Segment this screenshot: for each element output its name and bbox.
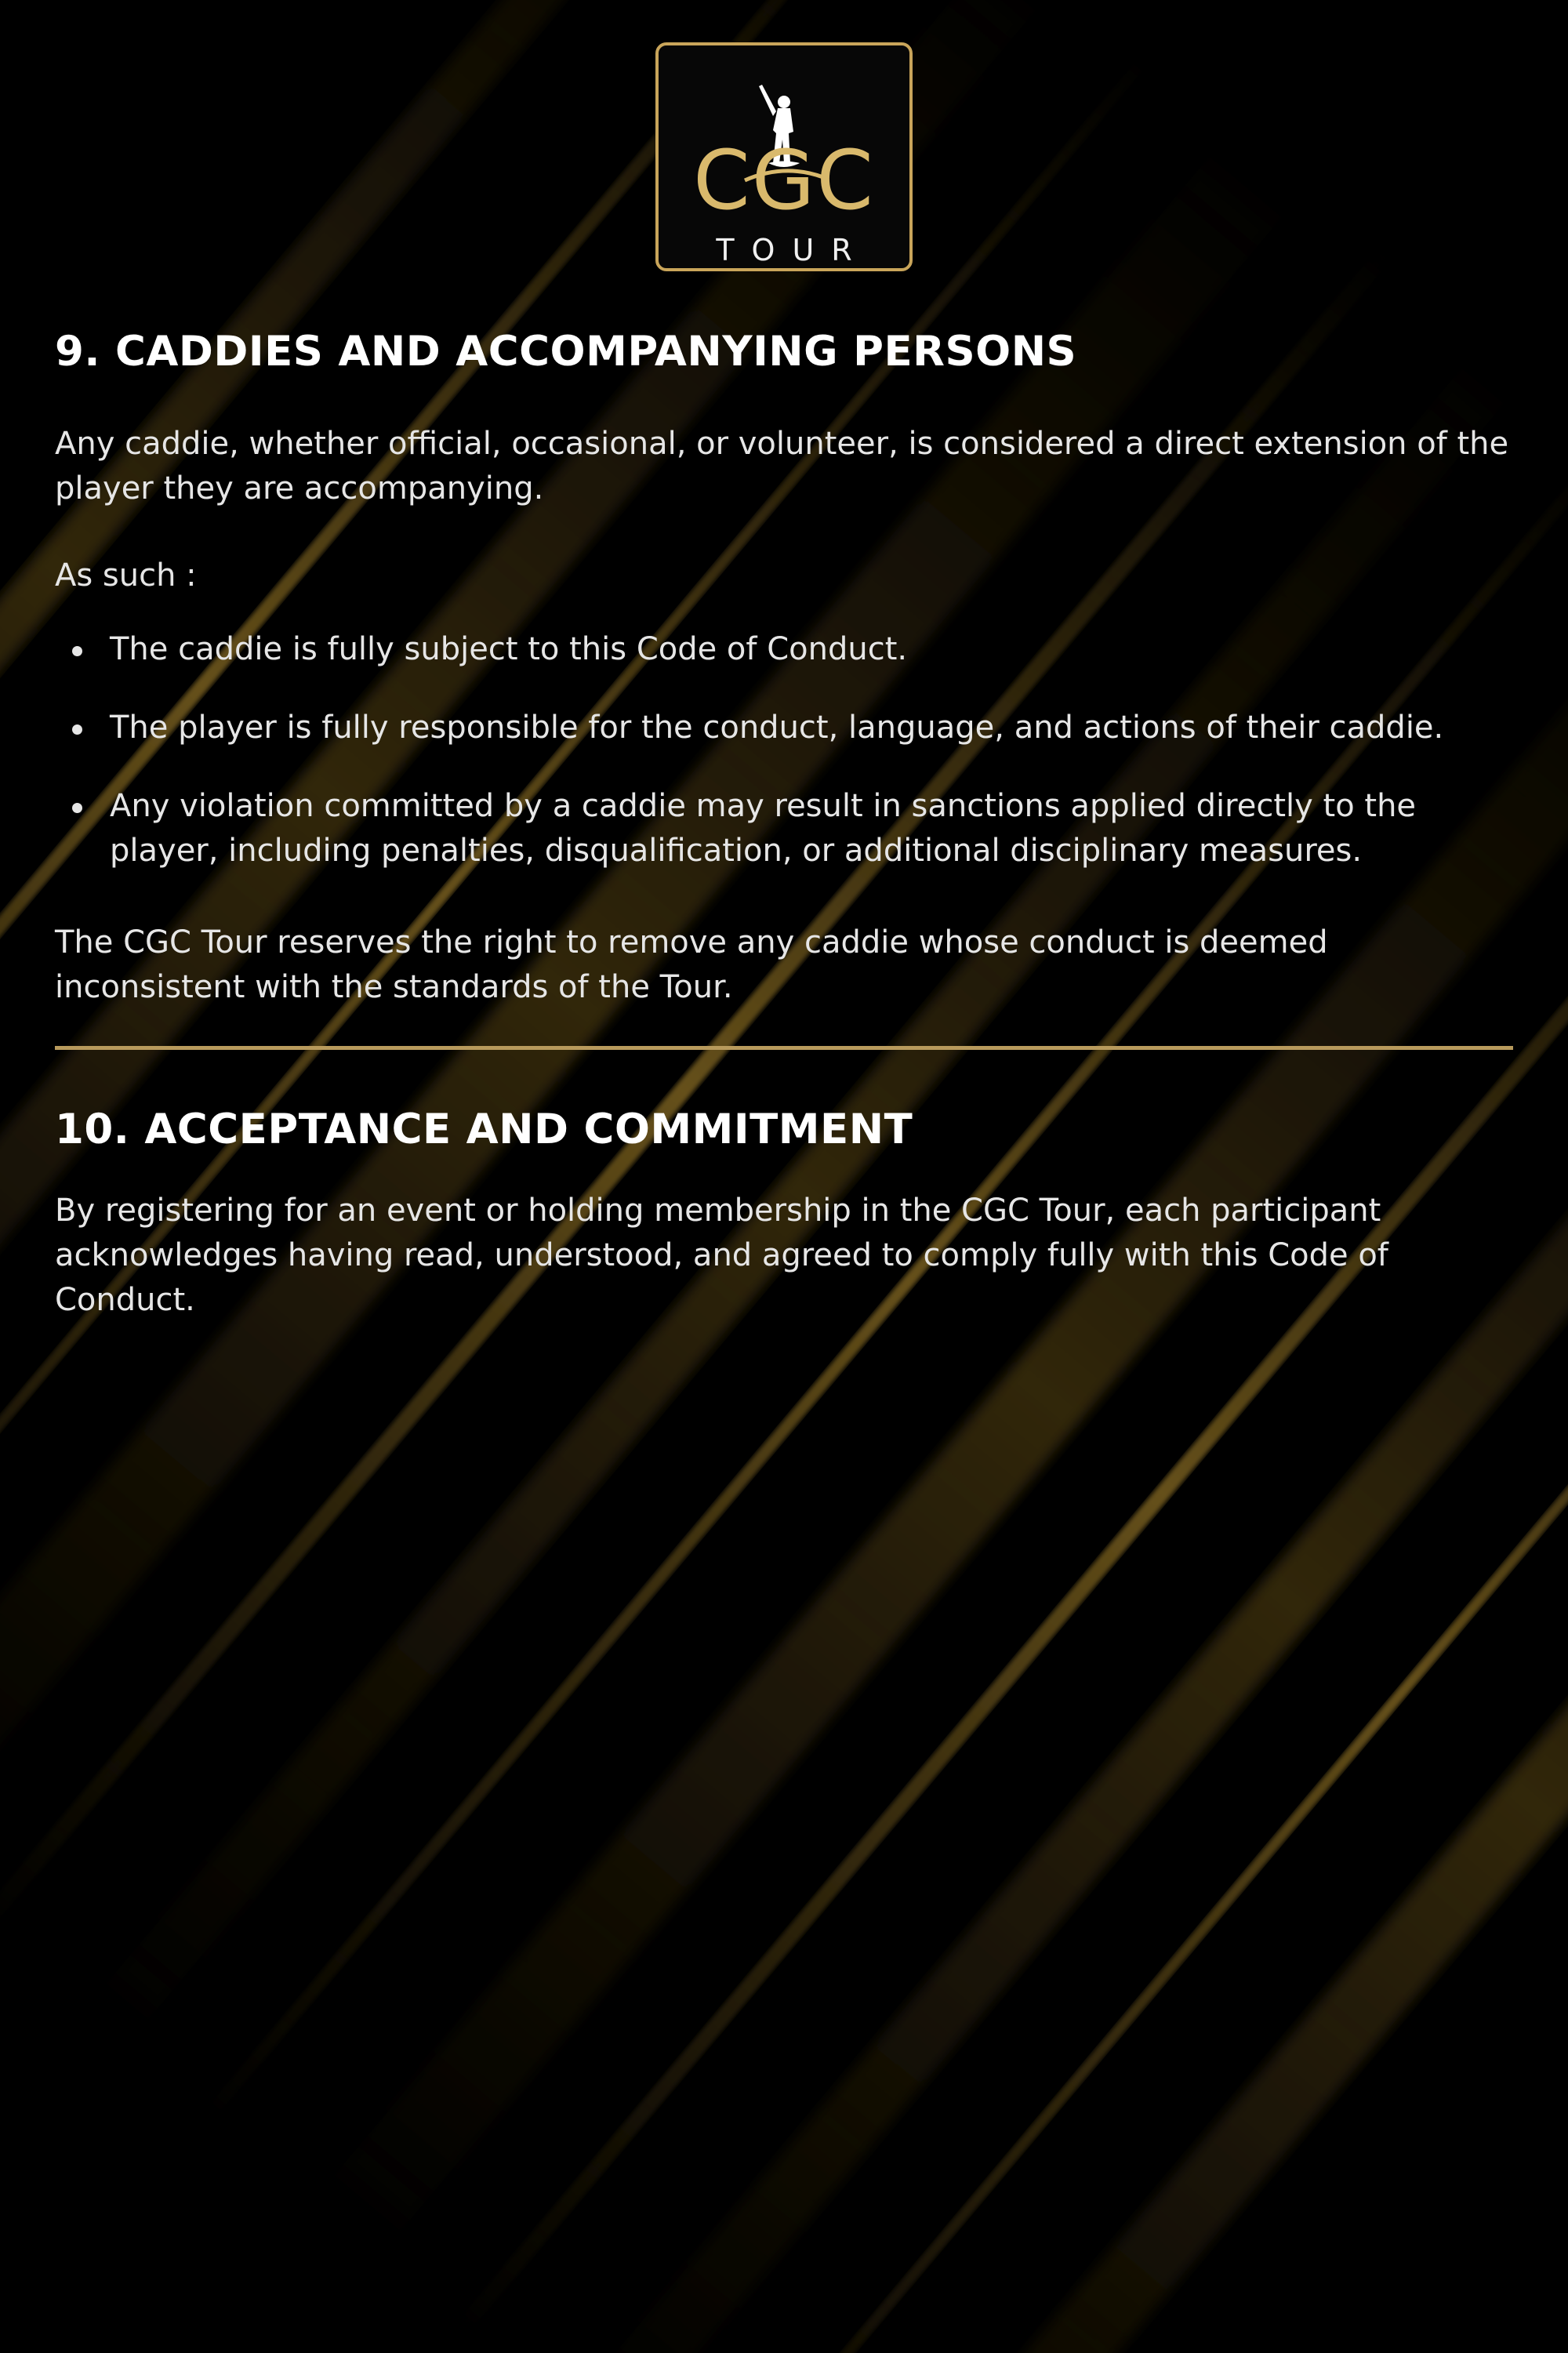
caddie-rules-list	[55, 627, 1529, 907]
bullet-icon	[72, 724, 82, 735]
section-10-body: By registering for an event or holding membership in the CGC Tour, each participant acknowledges having read, understood, and agreed to comply fully with this Code of Conduct.	[55, 1193, 1388, 1318]
cgc-tour-logo	[655, 42, 913, 271]
section-10-heading: 10. ACCEPTANCE AND COMMITMENT	[55, 1106, 913, 1153]
section-9-heading: 9. CADDIES AND ACCOMPANYING PERSONS	[55, 328, 1077, 376]
section-divider	[55, 1046, 1513, 1050]
as-such-label: As such :	[55, 557, 197, 594]
section-9-intro: Any caddie, whether official, occasional, or volunteer, is considered a direct extension of the player they are accompanying.	[55, 426, 1509, 507]
list-item-text: Any violation committed by a caddie may result in sanctions applied directly to the player, including penalties, disqualification, or additional disciplinary measures.	[110, 788, 1417, 869]
section-9-closing: The CGC Tour reserves the right to remove any caddie whose conduct is deemed inconsistent with the standards of the Tour.	[55, 924, 1328, 1005]
bullet-icon	[72, 803, 82, 813]
logo-letters: CGC	[693, 133, 875, 228]
list-item	[55, 627, 1529, 672]
list-item	[55, 784, 1529, 873]
list-item-text: The caddie is fully subject to this Code of Conduct.	[110, 631, 908, 667]
list-item-text: The player is fully responsible for the conduct, language, and actions of their caddie.	[110, 710, 1444, 746]
logo-subtitle: TOUR	[716, 233, 869, 267]
list-item	[55, 706, 1529, 750]
bullet-icon	[72, 646, 82, 656]
